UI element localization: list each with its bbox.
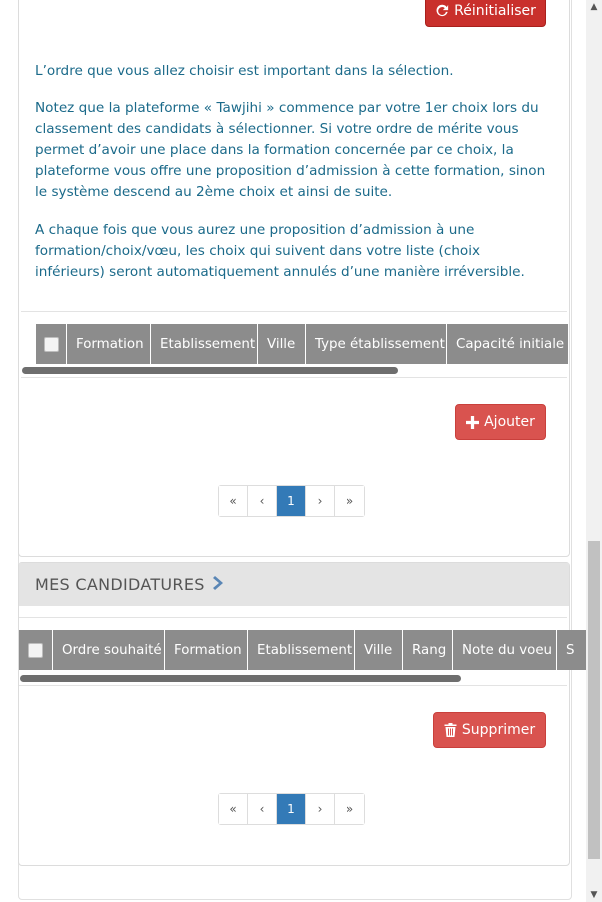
column-header[interactable]: Formation (67, 324, 151, 364)
info-paragraph-2: Notez que la plateforme « Tawjihi » commence par votre 1er choix lors du classement des candidats à sélectionner. Si votre ordre de mérite vous permet d’avoir une place dans la formation concernée par ce choix, la plateforme vous offre une proposition d’admission à cette formation, sinon le système descend au 2ème choix et ainsi de suite. (35, 100, 546, 200)
add-label: Ajouter (484, 414, 535, 430)
info-paragraph-1: L’ordre que vous allez choisir est important dans la sélection. (35, 63, 454, 79)
column-header[interactable]: S (557, 630, 587, 670)
horizontal-scrollbar[interactable] (19, 675, 567, 682)
pagination-current[interactable]: 1 (277, 486, 306, 516)
pagination-last[interactable]: » (335, 486, 364, 516)
column-header[interactable]: Type établissement (306, 324, 447, 364)
pagination-last[interactable]: » (335, 794, 364, 824)
reset-button[interactable] (425, 0, 546, 27)
trash-icon (444, 723, 457, 737)
reset-label: Réinitialiser (454, 2, 536, 19)
select-all-checkbox[interactable] (44, 337, 59, 352)
candidatures-table (19, 617, 575, 686)
pagination-next[interactable]: › (306, 794, 335, 824)
scroll-down-arrow-icon[interactable]: ▼ (590, 890, 598, 900)
column-header[interactable]: Capacité initiale (447, 324, 569, 364)
pagination-current[interactable]: 1 (277, 794, 306, 824)
column-header[interactable]: Note du voeu (453, 630, 557, 670)
pagination-next[interactable]: › (306, 486, 335, 516)
horizontal-scrollbar[interactable] (21, 367, 567, 374)
refresh-icon (435, 4, 449, 18)
column-header[interactable]: Etablissement (248, 630, 355, 670)
pagination-first[interactable]: « (219, 486, 248, 516)
vertical-scrollbar[interactable] (586, 0, 602, 902)
horizontal-scrollbar-thumb[interactable] (22, 367, 398, 374)
choices-table (21, 311, 567, 378)
horizontal-scrollbar-thumb[interactable] (20, 675, 461, 682)
pagination-prev[interactable]: ‹ (248, 486, 277, 516)
info-paragraph-3: A chaque fois que vous aurez une proposition d’admission à une formation/choix/vœu, les choix qui suivent dans votre liste (choix inférieurs) seront automatiquement annulés d’une manière irréversible. (35, 222, 525, 280)
select-all-checkbox[interactable] (28, 643, 43, 658)
scroll-up-arrow-icon[interactable]: ▲ (590, 2, 598, 12)
pagination (218, 793, 365, 825)
add-button[interactable] (455, 404, 546, 440)
candidatures-title: MES CANDIDATURES (35, 575, 205, 594)
select-all-checkbox-cell (36, 324, 67, 364)
vertical-scrollbar-thumb[interactable] (588, 541, 600, 859)
choices-table-header (36, 324, 569, 364)
pagination (218, 485, 365, 517)
select-all-checkbox-cell (19, 630, 53, 670)
column-header[interactable]: Rang (403, 630, 453, 670)
chevron-right-icon (213, 575, 223, 594)
candidatures-header[interactable] (19, 563, 569, 606)
pagination-prev[interactable]: ‹ (248, 794, 277, 824)
column-header[interactable]: Ville (355, 630, 403, 670)
delete-button[interactable] (433, 712, 546, 748)
column-header[interactable]: Etablissement (151, 324, 258, 364)
pagination-first[interactable]: « (219, 794, 248, 824)
column-header[interactable]: Formation (165, 630, 248, 670)
plus-icon (466, 416, 479, 429)
candidatures-table-header (19, 630, 587, 670)
column-header[interactable]: Ordre souhaité (53, 630, 165, 670)
delete-label: Supprimer (461, 722, 536, 738)
column-header[interactable]: Ville (258, 324, 306, 364)
